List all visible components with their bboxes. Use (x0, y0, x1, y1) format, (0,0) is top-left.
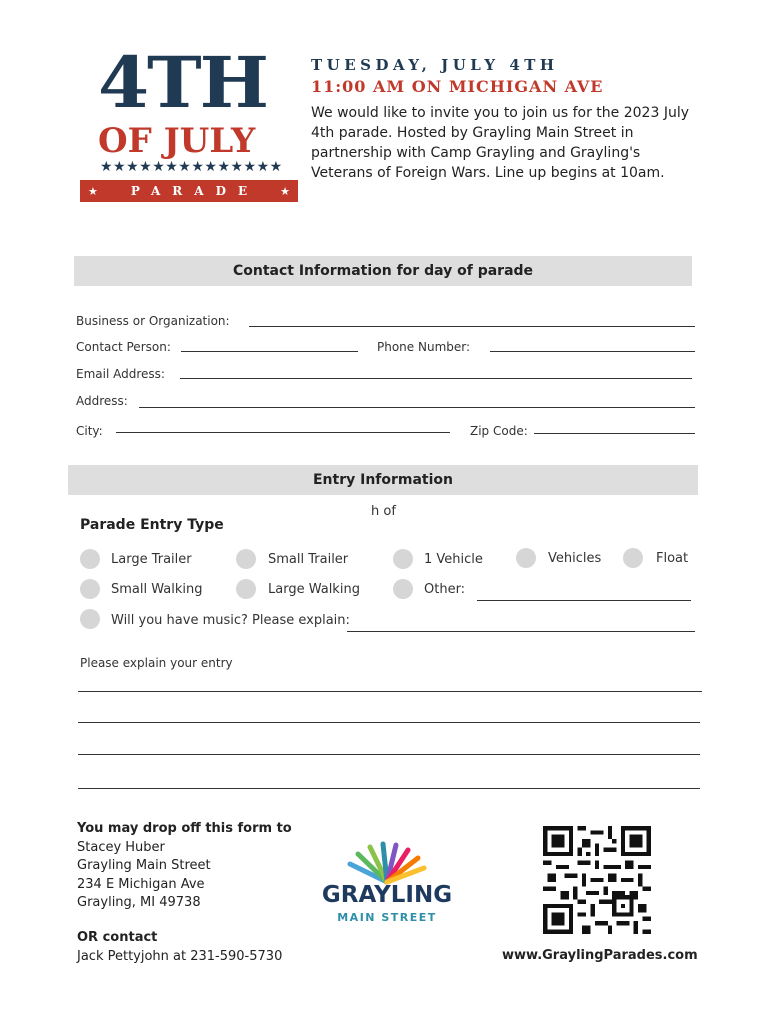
logo-stars: ★★★★★★★★★★★★★★ (100, 159, 283, 175)
contact-person-field[interactable] (181, 351, 358, 352)
small-trailer-label: Small Trailer (268, 552, 349, 567)
address-label: Address: (76, 394, 128, 408)
other-radio[interactable] (393, 579, 413, 599)
logo-banner-text: PARADE (130, 184, 260, 198)
large-walking-label: Large Walking (268, 582, 360, 597)
music-radio[interactable] (80, 609, 100, 629)
city-field[interactable] (116, 432, 450, 433)
explain-line-3[interactable] (78, 754, 700, 755)
music-field[interactable] (347, 631, 695, 632)
float-radio[interactable] (623, 548, 643, 568)
entry-section-header: Entry Information (68, 465, 698, 495)
dropoff-name: Stacey Huber (77, 839, 165, 855)
city-label: City: (76, 424, 103, 438)
logo-banner (80, 180, 298, 202)
qr-code-icon[interactable] (540, 826, 654, 934)
explain-entry-label: Please explain your entry (80, 656, 233, 670)
email-label: Email Address: (76, 367, 165, 381)
grayling-brand-sub: MAIN STREET (337, 911, 437, 924)
dropoff-org: Grayling Main Street (77, 858, 211, 873)
stray-text: h of (371, 504, 396, 519)
large-trailer-radio[interactable] (80, 549, 100, 569)
music-label: Will you have music? Please explain: (111, 613, 350, 628)
business-field[interactable] (249, 326, 695, 327)
dropoff-street: 234 E Michigan Ave (77, 876, 205, 892)
email-field[interactable] (180, 378, 692, 379)
address-field[interactable] (139, 407, 695, 408)
event-date: TUESDAY, JULY 4TH (311, 56, 559, 74)
or-contact-heading: OR contact (77, 930, 158, 945)
sunburst-icon (312, 838, 462, 886)
event-time-place: 11:00 AM ON MICHIGAN AVE (311, 77, 604, 96)
explain-line-4[interactable] (78, 788, 700, 789)
zip-field[interactable] (534, 433, 695, 434)
explain-line-2[interactable] (78, 722, 700, 723)
contact-line: Jack Pettyjohn at 231-590-5730 (77, 948, 283, 964)
vehicles-radio[interactable] (516, 548, 536, 568)
grayling-brand-name: GRAYLING (321, 882, 453, 908)
large-trailer-label: Large Trailer (111, 552, 192, 567)
one-vehicle-radio[interactable] (393, 549, 413, 569)
phone-field[interactable] (490, 351, 695, 352)
logo-of-july-text: OF JULY (98, 121, 256, 161)
one-vehicle-label: 1 Vehicle (424, 552, 483, 567)
website-link[interactable]: www.GraylingParades.com (502, 948, 698, 963)
float-label: Float (656, 551, 689, 566)
large-walking-radio[interactable] (236, 579, 256, 599)
grayling-logo (312, 838, 462, 930)
dropoff-city: Grayling, MI 49738 (77, 895, 201, 910)
small-trailer-radio[interactable] (236, 549, 256, 569)
dropoff-block (77, 820, 317, 913)
logo-4th-text: 4TH (98, 41, 267, 124)
dropoff-heading: You may drop off this form to (77, 821, 292, 836)
other-label: Other: (424, 582, 466, 597)
entry-type-label: Parade Entry Type (80, 517, 224, 533)
zip-label: Zip Code: (470, 424, 528, 438)
star-icon: ★ (280, 184, 290, 198)
vehicles-label: Vehicles (548, 551, 602, 566)
phone-label: Phone Number: (377, 340, 471, 354)
contact-person-label: Contact Person: (76, 340, 171, 354)
event-description: We would like to invite you to join us for the 2023 July 4th parade. Hosted by Grayling Main Street in partnership with Camp Grayling and Grayling's Veterans of Foreign Wars. Line up begins at 10am. (311, 105, 689, 181)
small-walking-radio[interactable] (80, 579, 100, 599)
explain-line-1[interactable] (78, 691, 702, 692)
or-contact-block (77, 929, 337, 966)
other-field[interactable] (477, 600, 691, 601)
star-icon: ★ (88, 184, 98, 198)
small-walking-label: Small Walking (111, 582, 203, 597)
contact-section-header: Contact Information for day of parade (74, 256, 692, 286)
business-label: Business or Organization: (76, 314, 230, 328)
